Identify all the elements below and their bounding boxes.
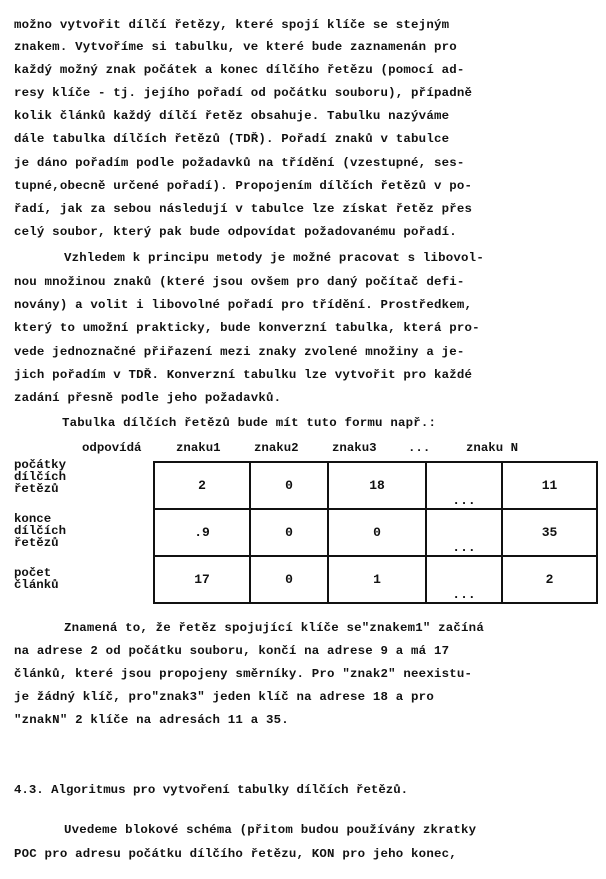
table-row <box>154 509 597 556</box>
table-cell: .9 <box>154 509 250 556</box>
text-line: novány) a volit i libovolné pořadí pro třídění. Prostředkem, <box>14 298 473 312</box>
text-line: POC pro adresu počátku dílčího řetězu, KON pro jeho konec, <box>14 847 457 861</box>
table-cell: 0 <box>328 509 426 556</box>
row-label: počátky dílčích řetězů <box>14 458 67 496</box>
row-label: počet článků <box>14 566 59 592</box>
text-line: dále tabulka dílčích řetězů (TDŘ). Pořadí znaků v tabulce <box>14 132 450 146</box>
table-corner-label: odpovídá <box>82 441 142 455</box>
text-line: vede jednoznačné přiřazení mezi znaky zvolené množiny a je- <box>14 345 465 359</box>
text-line: na adrese 2 od počátku souboru, končí na adrese 9 a má 17 <box>14 644 450 658</box>
row-label: konce dílčích řetězů <box>14 512 67 550</box>
text-line: resy klíče - tj. jejího pořadí od počátku souboru), případně <box>14 86 473 100</box>
table-cell: 0 <box>250 556 328 603</box>
table-cell: 0 <box>250 509 328 556</box>
text-line: zadání přesně podle jeho požadavků. <box>14 391 282 405</box>
chain-table <box>153 461 598 604</box>
table-cell: 11 <box>502 462 597 509</box>
text-line: každý možný znak počátek a konec dílčího řetězu (pomocí ad- <box>14 63 465 77</box>
table-cell: 1 <box>328 556 426 603</box>
table-cell: 2 <box>502 556 597 603</box>
text-line: jich pořadím v TDŘ. Konverzní tabulku lze vytvořit pro každé <box>14 368 473 382</box>
table-cell: 2 <box>154 462 250 509</box>
text-line: celý soubor, který pak bude odpovídat požadovanému pořadí. <box>14 225 457 239</box>
table-cell: 0 <box>250 462 328 509</box>
table-cell: ... <box>426 509 502 556</box>
text-line: znakem. Vytvoříme si tabulku, ve které bude zaznamenán pro <box>14 40 457 54</box>
text-line: tupné,obecně určené pořadí). Propojením dílčích řetězů v po- <box>14 179 473 193</box>
text-line: Vzhledem k principu metody je možné pracovat s libovol- <box>64 251 484 265</box>
text-line: Znamená to, že řetěz spojující klíče se"znakem1" začíná <box>64 621 484 635</box>
table-row <box>154 462 597 509</box>
table-cell: 18 <box>328 462 426 509</box>
table-cell: 35 <box>502 509 597 556</box>
table-cell: ... <box>426 462 502 509</box>
text-line: nou množinou znaků (které jsou ovšem pro daný počítač defi- <box>14 275 465 289</box>
section-heading: 4.3. Algoritmus pro vytvoření tabulky dílčích řetězů. <box>14 783 409 797</box>
column-header: znaku3 <box>332 441 377 455</box>
text-line: "znakN" 2 klíče na adresách 11 a 35. <box>14 713 289 727</box>
text-line: Uvedeme blokové schéma (přitom budou používány zkratky <box>64 823 477 837</box>
text-line: který to umožní prakticky, bude konverzní tabulka, která pro- <box>14 321 480 335</box>
text-line: článků, které jsou propojeny směrníky. Pro "znak2" neexistu- <box>14 667 473 681</box>
text-line: kolik článků každý dílčí řetěz obsahuje. Tabulku nazýváme <box>14 109 450 123</box>
text-line: je žádný klíč, pro"znak3" jeden klíč na adrese 18 a pro <box>14 690 434 704</box>
text-line: je dáno pořadím podle požadavků na třídění (vzestupné, ses- <box>14 156 465 170</box>
text-line: řadí, jak za sebou následují v tabulce lze získat řetěz přes <box>14 202 473 216</box>
column-header: znaku N <box>466 441 519 455</box>
table-intro-line: Tabulka dílčích řetězů bude mít tuto formu např.: <box>62 416 437 430</box>
table-row <box>154 556 597 603</box>
column-header: znaku2 <box>254 441 299 455</box>
column-header: znaku1 <box>176 441 221 455</box>
text-line: možno vytvořit dílčí řetězy, které spojí klíče se stejným <box>14 18 450 32</box>
column-header: ... <box>408 441 431 455</box>
table-cell: 17 <box>154 556 250 603</box>
table-cell: ... <box>426 556 502 603</box>
